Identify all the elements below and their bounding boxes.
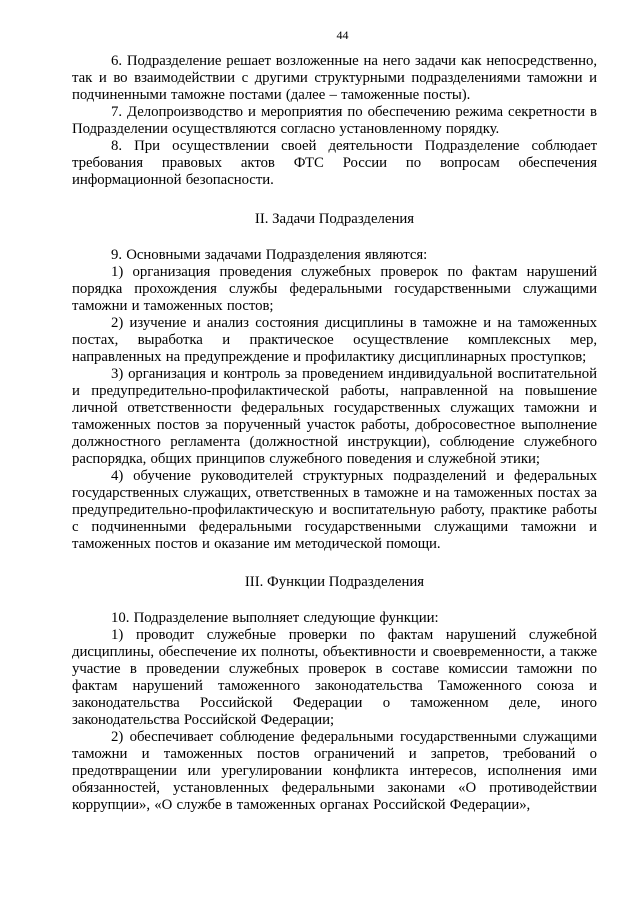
paragraph-10: 10. Подразделение выполняет следующие функции: [111,610,439,626]
task-item-4: 4) обучение руководителей структурных подразделений и федеральных государственных служащих, ответственных в таможне и на таможенных постах за предупредительно-профилактическую и воспитательную работу, практике работы с подчиненными федеральными государственными служащими таможни и таможенных постов и оказание им методической помощи. [72,468,597,552]
task-item-2: 2) изучение и анализ состояния дисциплины в таможне и на таможенных постах, выработка и практическое осуществление комплексных мер, направленных на предупреждение и профилактику дисциплинарных проступков; [72,315,597,365]
document-page [72,28,597,814]
task-item-3: 3) организация и контроль за проведением индивидуальной воспитательной и предупредительно-профилактической работы, направленной на повышение личной ответственности федеральных государственных служащих таможни и таможенных постов за порученный участок работы, добросовестное выполнение должностного регламента (должностной инструкции), соблюдение служебного распорядка, общих принципов служебного поведения и служебной этики; [72,366,597,467]
paragraph-7: 7. Делопроизводство и мероприятия по обеспечению режима секретности в Подразделении осуществляются согласно установленному порядку. [72,104,597,137]
paragraph-9: 9. Основными задачами Подразделения являются: [111,247,428,263]
function-item-2: 2) обеспечивает соблюдение федеральными государственными служащими таможни и таможенных постов ограничений и запретов, требований о предотвращении или урегулировании конфликта интересов, исполнения ими обязанностей, установленных федеральными законами «О противодействии коррупции», «О службе в таможенных органах Российской Федерации», [72,729,597,813]
function-item-1: 1) проводит служебные проверки по фактам нарушений служебной дисциплины, обеспечение их полноты, объективности и своевременности, а также участие в проведении служебных проверок в составе комиссии таможни по фактам нарушений таможенного законодательства Таможенного союза и законодательства Российской Федерации о таможенном деле, иного законодательства Российской Федерации; [72,627,597,728]
page-number: 44 [336,28,349,42]
section-heading-functions: III. Функции Подразделения [244,574,425,590]
task-item-1: 1) организация проведения служебных проверок по фактам нарушений порядка прохождения службы федеральными государственными служащими таможни и таможенных постов; [72,264,597,314]
paragraph-8: 8. При осуществлении своей деятельности Подразделение соблюдает требования правовых актов ФТС России по вопросам обеспечения информационной безопасности. [72,138,597,188]
paragraph-6: 6. Подразделение решает возложенные на него задачи как непосредственно, так и во взаимодействии с другими структурными подразделениями таможни и подчиненными таможне постами (далее – таможенные посты). [72,53,597,103]
section-heading-tasks: II. Задачи Подразделения [254,211,415,227]
